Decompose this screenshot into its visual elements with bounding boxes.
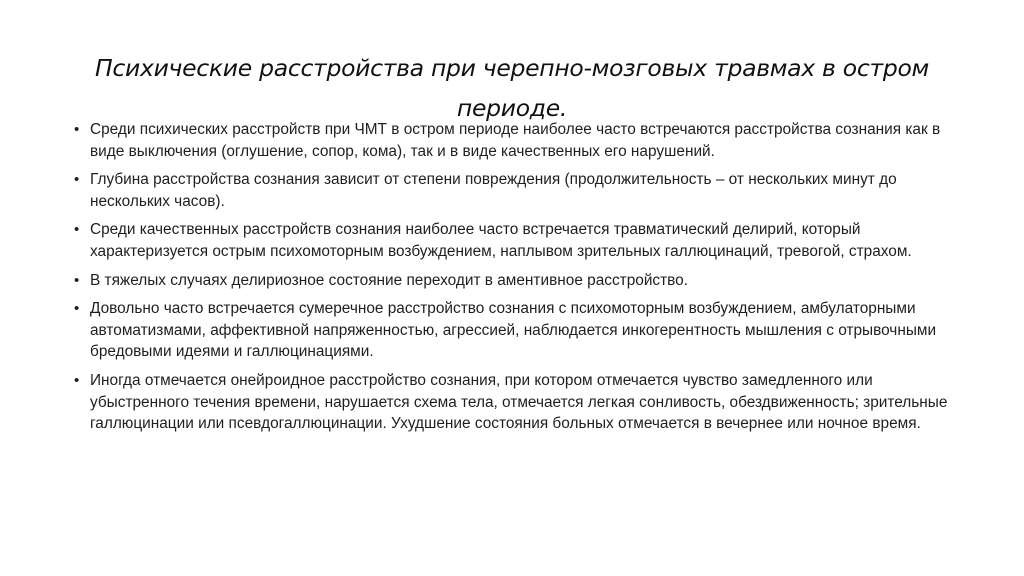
slide-title [70, 48, 954, 128]
bullet-marker: • [74, 221, 80, 239]
bullet-marker: • [74, 121, 80, 138]
bullet-marker: • [74, 171, 80, 189]
bullet-item [72, 370, 972, 435]
bullet-item [72, 219, 972, 262]
bullet-text: Довольно часто встречается сумеречное расстройство сознания с психомоторным возбуждением, амбулаторными автоматизмами, аффективной напряженностью, агрессией, наблюдается инкогерентность мышления с отрывочными бредовыми идеями и галлюцинациями. [90, 300, 937, 361]
bullet-item [72, 270, 972, 292]
bullet-item [72, 119, 972, 162]
slide-title-line-2: периоде. [456, 93, 568, 122]
bullet-text: Среди психических расстройств при ЧМТ в остром периоде наиболее часто встречаются расстройства сознания как в виде выключения (оглушение, сопор, кома), так и в виде качественных его нарушений. [90, 121, 941, 160]
slide-title-line-1: Психические расстройства при черепно-мозговых травмах в остром [95, 53, 929, 82]
bullet-item [72, 169, 972, 212]
bullet-marker: • [74, 300, 80, 318]
bullet-text: В тяжелых случаях делириозное состояние переходит в аментивное расстройство. [90, 271, 689, 289]
bullet-text: Иногда отмечается онейроидное расстройство сознания, при котором отмечается чувство замедленного или убыстренного течения времени, нарушается схема тела, отмечается легкая сонливость, обездвиженность; зрительные галлюцинации или псевдогаллюцинации. Ухудшение состояния больных отмечается в вечернее или ночное время. [90, 371, 948, 433]
bullet-text: Глубина расстройства сознания зависит от степени повреждения (продолжительность – от нескольких минут до нескольких часов). [90, 171, 897, 210]
bullet-item [72, 298, 972, 363]
bullet-marker: • [74, 271, 80, 289]
bullet-list [72, 119, 972, 442]
bullet-text: Среди качественных расстройств сознания наиболее часто встречается травматический делирий, который характеризуется острым психомоторным возбуждением, наплывом зрительных галлюцинаций, тревогой, страхом. [90, 221, 912, 260]
bullet-marker: • [74, 371, 80, 389]
